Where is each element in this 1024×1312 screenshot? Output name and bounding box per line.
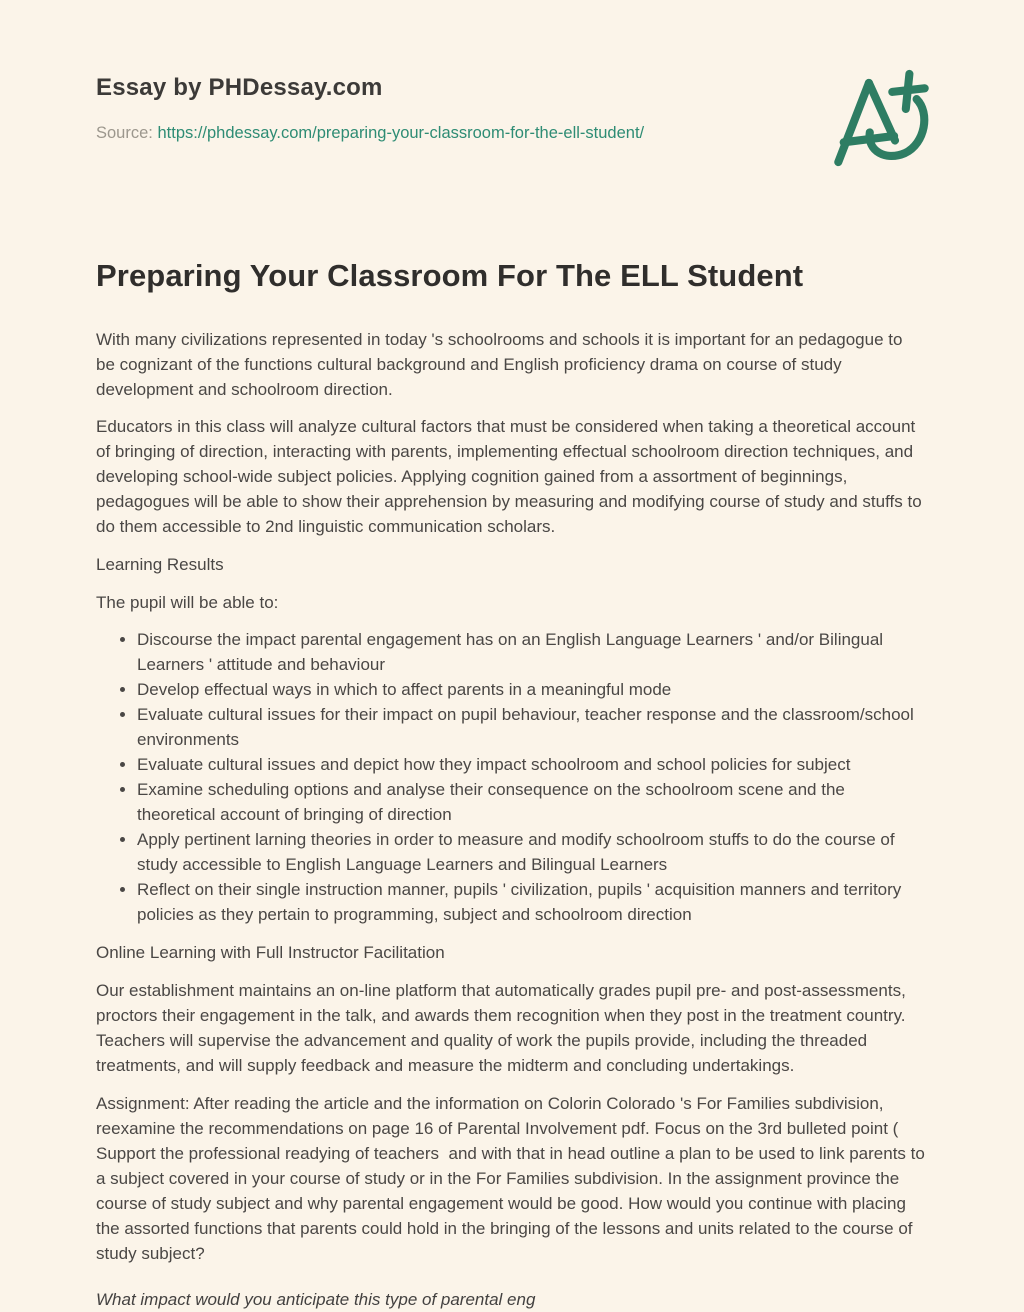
learning-results-intro: The pupil will be able to:	[96, 593, 279, 612]
a-plus-logo-icon	[823, 62, 931, 174]
list-item: Discourse the impact parental engagement has on an English Language Learners ' and/or Bilingual Learners ' attitude and behaviour	[137, 627, 925, 677]
list-item: Evaluate cultural issues for their impact on pupil behaviour, teacher response and the classroom/school environments	[137, 702, 925, 752]
list-item: Evaluate cultural issues and depict how they impact schoolroom and school policies for subject	[137, 752, 925, 777]
learning-results-heading: Learning Results	[96, 555, 224, 574]
online-learning-heading: Online Learning with Full Instructor Facilitation	[96, 943, 445, 962]
list-item: Examine scheduling options and analyse their consequence on the schoolroom scene and the theoretical account of bringing of direction	[137, 777, 925, 827]
page-header	[96, 62, 925, 174]
essay-title: Preparing Your Classroom For The ELL Student	[96, 258, 804, 293]
header-text-block	[96, 62, 644, 144]
brand-title: Essay by PHDessay.com	[96, 74, 383, 101]
list-item: Reflect on their single instruction manner, pupils ' civilization, pupils ' acquisition manners and territory policies as they pertain to programming, subject and schoolroom direction	[137, 877, 925, 927]
truncated-line: What impact would you anticipate this type of parental eng	[96, 1290, 536, 1309]
learning-outcomes-list	[96, 627, 925, 927]
list-item: Apply pertinent larning theories in order to measure and modify schoolroom stuffs to do the course of study accessible to English Language Learners and Bilingual Learners	[137, 827, 925, 877]
intro-paragraph: Educators in this class will analyze cultural factors that must be considered when taking a theoretical account of bringing of direction, interacting with parents, implementing effectual schoolroom direction techniques, and developing school-wide subject policies. Applying cognition gained from a assortment of beginnings, pedagogues will be able to show their apprehension by measuring and modifying course of study and stuffs to do them accessible to 2nd linguistic communication scholars.	[96, 417, 927, 536]
source-line	[96, 124, 644, 144]
intro-paragraph: With many civilizations represented in today 's schoolrooms and schools it is important for an pedagogue to be cognizant of the functions cultural background and English proficiency drama on course of study development and schoolroom direction.	[96, 330, 908, 399]
source-link[interactable]: https://phdessay.com/preparing-your-classroom-for-the-ell-student/	[157, 124, 645, 142]
assignment-paragraph: Assignment: After reading the article and the information on Colorin Colorado 's For Families subdivision, reexamine the recommendations on page 16 of Parental Involvement pdf. Focus on the 3rd bulleted point ( Support the professional readying of teachers and with that in head outline a plan to be used to link parents to a subject covered in your course of study or in the For Families subdivision. In the assignment province the course of study subject and why parental engagement would be good. How would you continue with placing the assorted functions that parents could hold in the bringing of the lessons and units related to the course of study subject?	[96, 1094, 930, 1263]
source-label: Source:	[96, 124, 153, 142]
online-learning-paragraph: Our establishment maintains an on-line platform that automatically grades pupil pre- and post-assessments, proctors their engagement in the talk, and awards them recognition when they post in the treatment country. Teachers will supervise the advancement and quality of work the pupils provide, including the threaded treatments, and will supply feedback and measure the midterm and concluding undertakings.	[96, 981, 911, 1075]
list-item: Develop effectual ways in which to affect parents in a meaningful mode	[137, 677, 925, 702]
